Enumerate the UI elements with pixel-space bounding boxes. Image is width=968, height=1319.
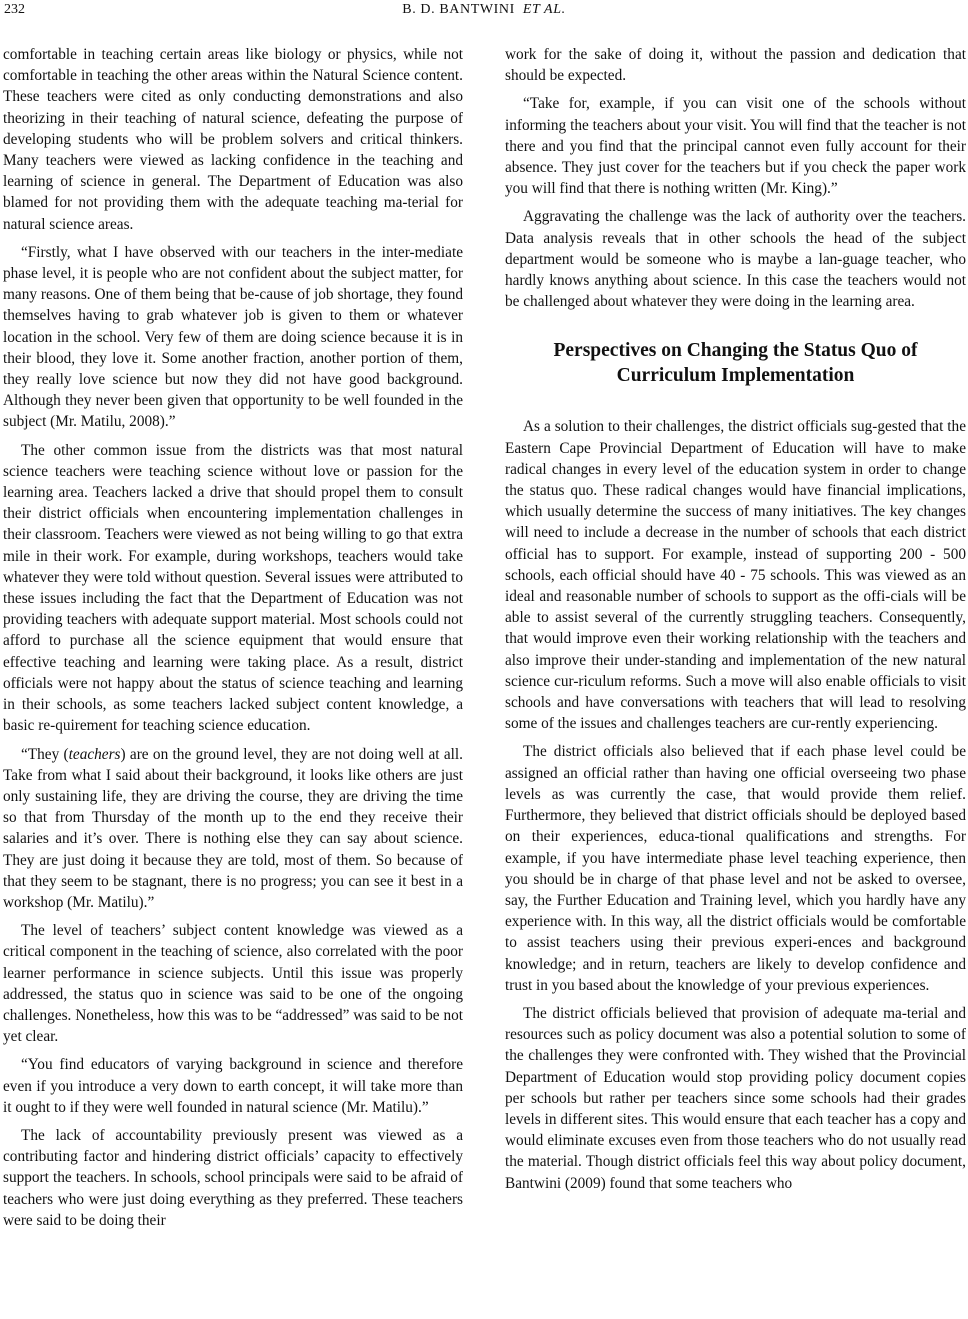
- paragraph: The lack of accountability previously present was viewed as a contributing factor and hindering district officials’ capacity to effectively support the teachers. In schools, school principals were said to be afraid of teachers who were just doing everything as they preferred. These teachers were said to be doing their: [3, 1126, 463, 1229]
- paragraph: The level of teachers’ subject content knowledge was viewed as a critical component in the teaching of science, also correlated with the poor learner performance in science subjects. Until this issue was properly addressed, the status quo in science was said to be one of the ongoing challenges. Nonetheless, how this was to be “addressed” was said to be not yet clear.: [3, 922, 463, 1046]
- paragraph: comfortable in teaching certain areas like biology or physics, while not comfortable in teaching the other areas within the Natural Science content. These teachers were cited as only conducting demonstrations and also theorizing in their teaching of natural science, defeating the purpose of developing students who will be problem solvers and critical thinkers. Many teachers were viewed as lacking confidence in the teaching and learning of science in general. The Department of Education was also blamed for not providing them with the adequate teaching ma-terial for natural science areas.: [3, 46, 463, 233]
- et-al: ET AL.: [522, 2, 566, 17]
- paragraph: work for the sake of doing it, without the passion and dedication that should be expected.: [505, 46, 966, 85]
- italic-term: teachers: [68, 745, 121, 763]
- paragraph: The district officials also believed that if each phase level could be assigned an official rather than having one official overseeing two phase levels as was currently the case, that would provide them relief. Furthermore, they believed that district officials should be deployed based on their experiences, educa-tional qualifications and strengths. For example, if you have intermediate phase level teaching experience, then you should be in charge of that phase level and not be asked to oversee, say, the Further Education and Training level, which you hardly have any experience with. In this way, all the district officials would be comfortable to assist teachers using their previous experi-ences and background knowledge; and in return, teachers are likely to develop confidence and trust in you based about the knowledge of your previous experiences.: [505, 743, 966, 994]
- quote-paragraph: “Firstly, what I have observed with our teachers in the inter-mediate phase level, it is people who are not confident about the subject matter, for many reasons. One of them being that be-cause of job shortage, they found themselves having to grab whatever job is given to them or whatever location in the school. Very few of them are doing science because it is in their blood, they love it. Some another fraction, another portion of them, they really love science but now they did not have good background. Although they never been given that opportunity to be well founded in the subject (Mr. Matilu, 2008).”: [3, 243, 463, 431]
- running-head-authors: [0, 0, 968, 20]
- author-name: B. D. BANTWINI: [402, 2, 515, 17]
- paragraph: The district officials believed that provision of adequate ma-terial and resources such as policy document was also a potential solution to some of the challenges they were confronted with. They wished that the Provincial Department of Education would stop providing policy document copies per schools but rather per teachers since some schools had their grades levels in different sites. This would ensure that each teacher has a copy and would eliminate excuses even from those teachers who do not usually read the material. Though district officials feel this way about policy document, Bantwini (2009) found that some teachers who: [505, 1004, 966, 1192]
- quote-body: ) are on the ground level, they are not doing well at all. Take from what I said about their background, it looks like others are just only sustaining life, they are driving the course, they are driving the time so that from Thursday of the month up to the end they receive their salaries and it’s over. There is nothing else they can say about science. They are just doing it because they are told, most of them. So because of that they seem to be stagnant, there is no progress; you can see it best in a workshop (Mr. Matilu).”: [3, 745, 464, 911]
- paragraph: Aggravating the challenge was the lack of authority over the teachers. Data analysis reveals that in other schools the head of the subject department would be someone who is maybe a lan-guage teacher, who hardly knows anything about science. In this case the teachers would not be challenged about whatever they were doing in the learning area.: [505, 208, 966, 311]
- page-number: 232: [4, 2, 25, 17]
- section-heading: Perspectives on Changing the Status Quo of Curriculum Implementation: [553, 340, 918, 387]
- quote-open: “They (: [21, 745, 69, 763]
- quote-paragraph: “Take for, example, if you can visit one of the schools without informing the teachers about your visit. You will find that the teacher is not there and you find that the principal cannot even fully account for their absence. They just cover for the teachers but if you check the paper work you will find that there is nothing written (Mr. King).”: [505, 95, 966, 198]
- paragraph: The other common issue from the districts was that most natural science teachers were teaching science without love or passion for the learning area. Teachers lacked a drive that should propel them to consult their district officials when encountering implementation challenges in their classroom. Teachers were viewed as not being willing to go that extra mile in their work. For example, during workshops, teachers would take whatever they were told without question. Several issues were attributed to these issues including the fact that the Department of Education was not providing teachers with adequate support material. Most schools could not afford to purchase all the science equipment that would ensure that effective teaching and learning were taking place. As a result, district officials were not happy about the status of science teaching and learning in their schools, as some teachers lacked subject content knowledge, a basic re-quirement for teaching science education.: [3, 441, 463, 735]
- left-column: [3, 44, 463, 1238]
- right-column: [505, 44, 966, 1201]
- quote-paragraph: [3, 744, 463, 914]
- quote-paragraph: “You find educators of varying background in science and therefore even if you introduce a very down to earth concept, it will take more than it ought to if they were well founded in natural science (Mr. Matilu).”: [3, 1056, 463, 1116]
- paragraph: As a solution to their challenges, the district officials sug-gested that the Eastern Cape Provincial Department of Education will have to make radical changes in every level of the education system in order to change the status quo. These radical changes would have financial implications, which usually determine the success of many initiatives. The key changes will need to include a decrease in the number of schools that each district official has to support. For example, instead of supporting 200 - 500 schools, each official should have 40 - 75 schools. This was viewed as an ideal and reasonable number of schools to support as the offi-cials will be able to assist several of the currently struggling teachers. Consequently, that would improve even their working relationship with the teachers and also improve their under-standing and implementation of the new natural science cur-riculum reforms. Such a move will also enable officials to visit schools and have conversations with teachers that will lead to resolving some of the issues and challenges teachers are cur-rently experiencing.: [505, 418, 966, 733]
- running-head: [0, 0, 968, 20]
